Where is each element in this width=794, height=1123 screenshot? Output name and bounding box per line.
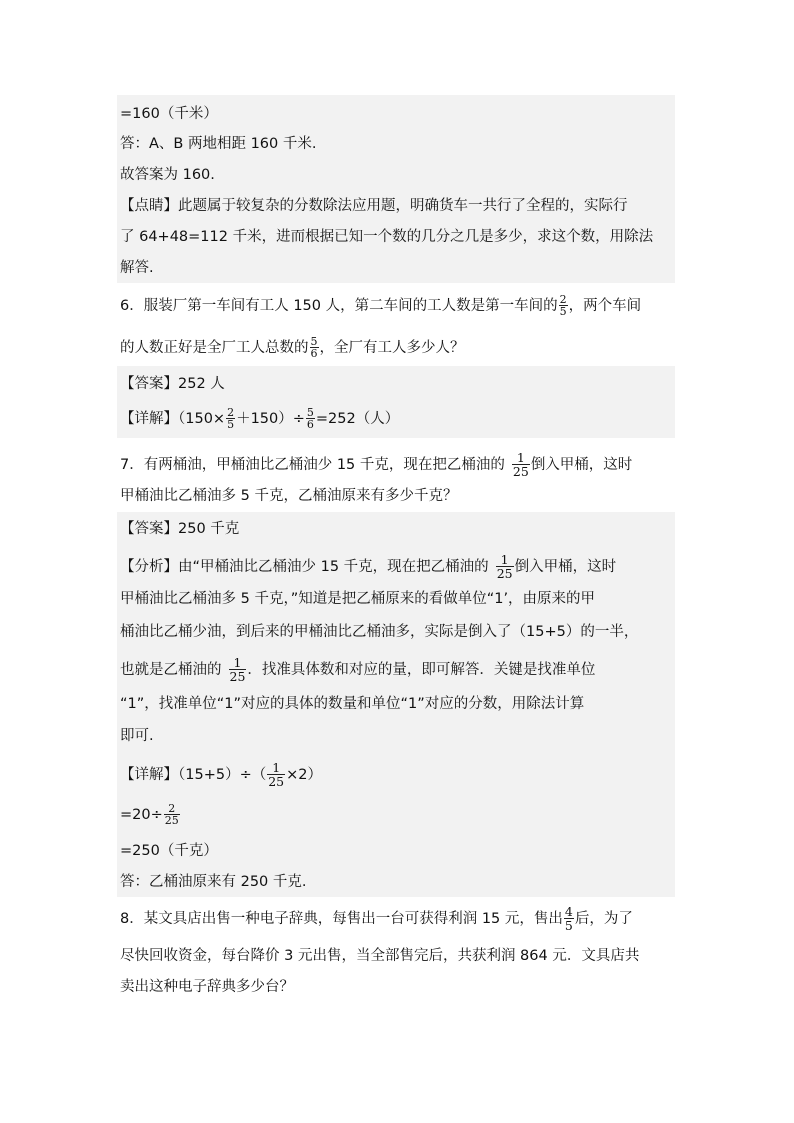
denominator: 25 <box>512 464 529 479</box>
analysis-line-1 <box>120 553 680 580</box>
question-8-line-3: 卖出这种电子辞典多少台？ <box>120 979 294 995</box>
numerator: 2 <box>168 802 176 815</box>
text: ＋150）÷ <box>236 411 305 427</box>
question-7-line-1 <box>120 451 680 478</box>
numerator: 2 <box>227 406 235 419</box>
denominator: 25 <box>496 566 513 581</box>
denominator: 25 <box>164 814 179 827</box>
denominator: 6 <box>306 418 314 431</box>
fraction <box>229 656 247 683</box>
calc-step-1 <box>120 803 680 827</box>
answer-conclusion: 故答案为 160. <box>120 167 215 183</box>
answer-line: 答：A、B 两地相距 160 千米. <box>120 136 317 152</box>
denominator: 25 <box>229 669 246 684</box>
text: ，两个车间 <box>568 298 642 314</box>
comment-line: 解答. <box>120 260 154 276</box>
text: =252（人） <box>315 411 400 427</box>
calc-line: =160（千米） <box>120 106 218 122</box>
numerator: 1 <box>233 655 242 670</box>
denominator: 5 <box>227 418 235 431</box>
question-7-answer: 【答案】250 千克 <box>120 521 240 537</box>
analysis-line-4 <box>120 656 680 683</box>
question-7-detail <box>120 761 680 788</box>
text: 倒入甲桶，这时 <box>514 558 617 575</box>
fraction <box>496 553 514 580</box>
fraction <box>512 451 530 478</box>
fraction <box>306 407 315 431</box>
numerator: 5 <box>306 406 314 419</box>
question-7-final-answer: 答：乙桶油原来有 250 千克. <box>120 874 307 890</box>
denominator: 6 <box>310 347 318 360</box>
text: 6．服装厂第一车间有工人 150 人，第二车间的工人数是第一车间的 <box>120 298 558 314</box>
text: 后，为了 <box>574 910 633 927</box>
analysis-line-6: 即可. <box>120 728 154 744</box>
analysis-line-3: 桶油比乙桶少油，到后来的甲桶油比乙桶油多，实际是倒入了（15+5）的一半， <box>120 624 639 640</box>
numerator: 5 <box>310 335 318 348</box>
comment-line: 【点睛】此题属于较复杂的分数除法应用题，明确货车一共行了全程的，实际行 <box>120 198 628 214</box>
text: 【分析】由“甲桶油比乙桶油少 15 千克，现在把乙桶油的 <box>120 558 489 575</box>
text: =20÷ <box>120 807 163 823</box>
fraction <box>310 336 319 360</box>
numerator: 4 <box>564 904 573 919</box>
calc-step-2: =250（千克） <box>120 843 218 859</box>
denominator: 25 <box>268 774 285 789</box>
comment-line: 了 64+48=112 千米，进而根据已知一个数的几分之几是多少，求这个数，用除法 <box>120 229 654 245</box>
text: 的人数正好是全厂工人总数的 <box>120 340 309 356</box>
question-6-detail <box>120 407 680 431</box>
text: 倒入甲桶，这时 <box>530 456 633 473</box>
fraction <box>564 905 574 932</box>
question-6-answer: 【答案】252 人 <box>120 376 225 392</box>
fraction <box>559 294 568 318</box>
numerator: 1 <box>272 760 281 775</box>
question-7-line-2: 甲桶油比乙桶油多 5 千克，乙桶油原来有多少千克？ <box>120 488 458 504</box>
question-8-line-1 <box>120 905 680 932</box>
denominator: 5 <box>564 918 573 933</box>
text: 7．有两桶油，甲桶油比乙桶油少 15 千克，现在把乙桶油的 <box>120 456 505 473</box>
fraction <box>164 803 180 827</box>
numerator: 1 <box>500 552 509 567</box>
analysis-line-2: 甲桶油比乙桶油多 5 千克，”知道是把乙桶原来的看做单位“1’，由原来的甲 <box>120 591 596 607</box>
numerator: 2 <box>559 293 567 306</box>
numerator: 1 <box>516 450 525 465</box>
fraction <box>267 761 285 788</box>
text: ，全厂有工人多少人？ <box>319 340 465 356</box>
text: 【详解】（150× <box>120 411 226 427</box>
analysis-line-5: “1”，找准单位“1”对应的具体的数量和单位“1”对应的分数，用除法计算 <box>120 696 585 712</box>
text: ．找准具体数和对应的量，即可解答．关键是找准单位 <box>247 661 596 678</box>
text: 也就是乙桶油的 <box>120 661 222 678</box>
fraction <box>226 407 235 431</box>
question-6-line-2 <box>120 336 680 360</box>
denominator: 5 <box>559 305 567 318</box>
question-8-line-2: 尽快回收资金，每台降价 3 元出售，当全部售完后，共获利润 864 元．文具店共 <box>120 948 640 964</box>
question-6-line-1 <box>120 294 680 318</box>
text: 8．某文具店出售一种电子辞典，每售出一台可获得利润 15 元，售出 <box>120 910 563 927</box>
text: ×2） <box>286 766 323 783</box>
text: 【详解】（15+5）÷（ <box>120 766 267 783</box>
